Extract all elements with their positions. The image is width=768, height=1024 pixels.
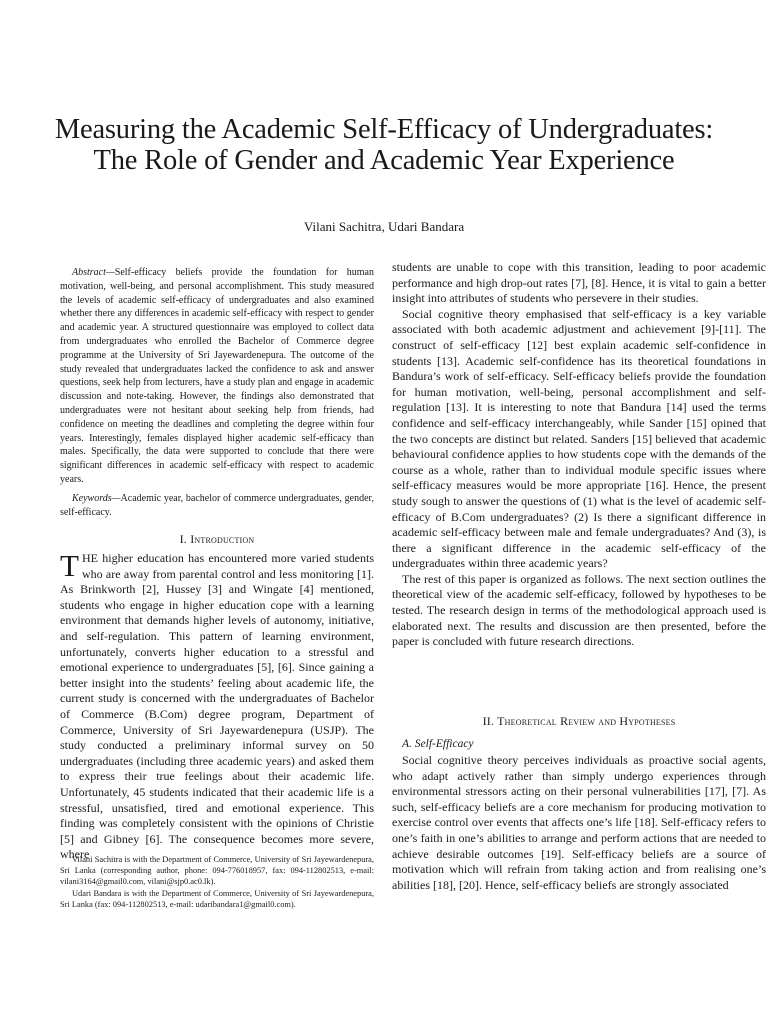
paragraph-self-efficacy: Social cognitive theory perceives individuals as proactive social agents, who adapt actively rather than simply undergo experiences through environmental stressors acting on their personal vulnerabilities [17], [7]. As such, self-efficacy beliefs are a core mechanism for producing motivation to exercise control over events that affects one’s life [18]. Self-efficacy refers to one’s faith in one’s abilities to arrange and perform actions that are needed to achieve desirable outcomes [19]. Self-efficacy beliefs are a source of motivation which will refrain from taking action and from realising one’s abilities [18], [20]. Hence, self-efficacy beliefs are strongly associated [392,753,766,892]
self-efficacy-body [392,753,766,893]
keywords-label: Keywords— [72,493,121,504]
abstract-block [60,266,374,487]
introduction-body [60,548,374,863]
intro-paragraph: HE higher education has encountered more varied students who are away from parental control and less monitoring [1]. As Brinkworth [2], Hussey [3] and Wingate [4] mentioned, students who engage in higher education cope with a learning environment that demands higher levels of autonomy, initiative, and self-regulation. This pattern of learning environment, unfortunately, converts higher education to a stressful and emotional experience to undergraduates [5], [6]. Since gaining a better insight into the students’ feeling about academic life, the current study is concerned with the undergraduates of Bachelor of Commerce (B.Com) degree program, Department of Commerce, University of Sri Jayewardenepura (USJP). The study conducted a preliminary informal survey on 50 undergraduates (including three academic years) and asked them to express their true feelings about their academic life. Unfortunately, 45 students indicated that their academic life is a stressful, unsatisfied, tired and emotional experience. This finding was completely consistent with the opinions of Christie [5] and Gibney [6]. The consequence becomes more severe, where [60,551,374,862]
footnote-author-1: Vilani Sachitra is with the Department of Commerce, University of Sri Jayewardenepura, Sri Lanka (corresponding author, phone: 094-776018957, fax: 094-112802513, e-mail: vilani3164@gmail0.com, vilani@sjp0.ac0.lk). [60,855,374,887]
section-heading-introduction: I. Introduction [179,532,255,546]
author-line: Vilani Sachitra, Udari Bandara [303,219,465,234]
keywords-text: Academic year, bachelor of commerce undergraduates, gender, self-efficacy. [60,493,374,518]
abstract-label: Abstract— [72,267,115,278]
paper-title: Measuring the Academic Self-Efficacy of Undergraduates: The Role of Gender and Academic Year Experience [54,114,714,176]
dropcap-letter: T [60,548,79,583]
subsection-heading-self-efficacy: A. Self-Efficacy [402,738,474,750]
right-column-body [392,260,766,650]
paragraph-organization: The rest of this paper is organized as follows. The next section outlines the theoretical view of the academic self-efficacy, followed by hypotheses to be tested. The research design in terms of the methodological approach used is elaborated next. The results and discussion are then presented, before the paper is concluded with future research directions. [392,571,766,649]
author-footnotes [60,854,374,910]
keywords-block [60,492,374,520]
paragraph-continuation: students are unable to cope with this transition, leading to poor academic performance and high drop-out rates [7], [8]. Hence, it is vital to gain a better insight into attributes of students who persevere in their studies. [392,260,766,306]
abstract-text: Self-efficacy beliefs provide the foundation for human motivation, well-being, and personal accomplishment. This study measured the levels of academic self-efficacy of undergraduates and also examined whether there any differences in academic self-efficacy with respect to gender and academic year. A structured questionnaire was employed to collect data from undergraduates who enrolled the Bachelor of Commerce degree programme at the University of Sri Jayewardenepura. The outcome of the study revealed that undergraduates lacked the confidence to ask and answer questions, seek help from lecturers, have a study plan and engage in academic discussion and note-taking. However, the findings also demonstrated that undergraduates were not hesitant about seeking help from friends, had confidence on meeting the deadlines and completing the degree within four years. Interestingly, females displayed higher academic self-efficacy than males. Specifically, the data were supported to conclude that there were significant differences in academic self-efficacy with respect to academic years. [60,267,374,485]
paragraph-social-cognitive: Social cognitive theory emphasised that self-efficacy is a key variable associated with both academic adjustment and achievement [9]-[11]. The construct of self-efficacy [12] best explain academic self-confidence in students [13]. Academic self-confidence has its theoretical foundations in Bandura’s work of self-efficacy. Self-efficacy beliefs provide the foundation for human motivation, well-being, personal accomplishment and self-regulation [13]. It is interesting to note that Bandura [14] used the terms confidence and self-efficacy interchangeably, while Sander [15] opined that the two concepts are distinct but related. Sanders [15] believed that academic behavioural confidence applies to how students cope with the demands of the course as a whole, rather than to individual module specific issues where self-efficacy measures would be more appropriate [16]. Hence, the present study sough to answer the questions of (1) what is the level of academic self-efficacy of B.Com undergraduates? (2) Is there a significant difference in academic self-efficacy between male and female undergraduates? And (3), is there a significant difference in the academic self-efficacy of the undergraduates within three academic years? [392,306,766,571]
footnote-author-2: Udari Bandara is with the Department of Commerce, University of Sri Jayewardenepura, Sri Lanka (fax: 094-112802513, e-mail: udaribandara1@gmail0.com). [60,888,374,909]
section-heading-theoretical-review: II. Theoretical Review and Hypotheses [482,714,676,728]
